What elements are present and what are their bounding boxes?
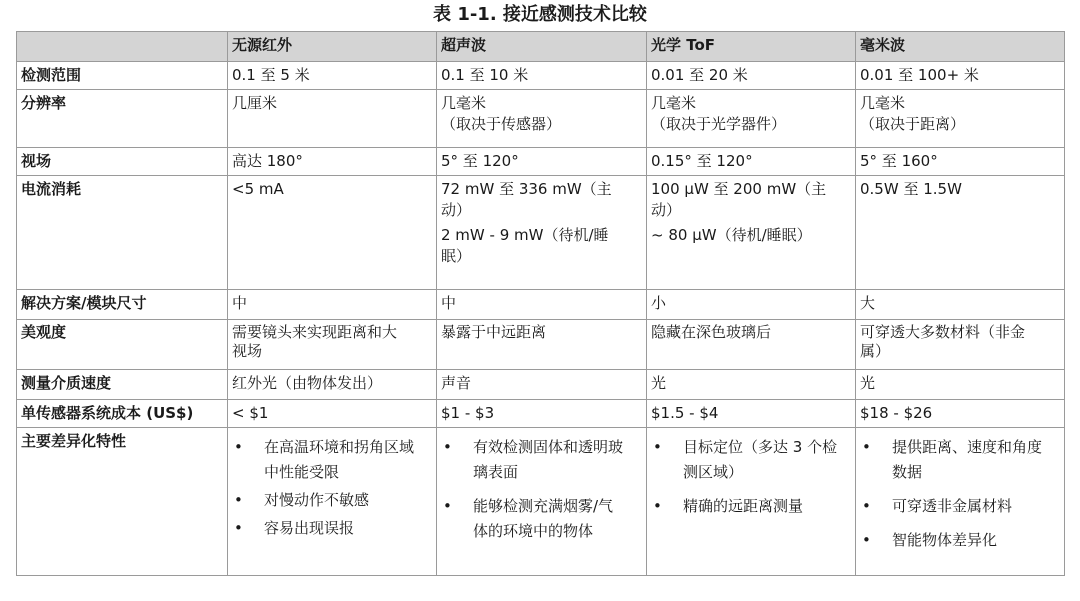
cell-pir: 中	[228, 290, 437, 320]
cell-pir: <5 mA	[228, 176, 437, 290]
cell-line: 动）	[441, 201, 472, 219]
cell-ultrasonic: 0.1 至 10 米	[437, 62, 647, 90]
cell-pir	[228, 320, 437, 370]
cell-optical-tof	[647, 90, 856, 148]
table-title: 表 1-1. 接近感测技术比较	[433, 4, 647, 25]
cell-line: 璃表面	[473, 463, 519, 481]
cell-pir: 高达 180°	[228, 148, 437, 176]
bullet-list	[232, 435, 432, 541]
cell-line: 数据	[892, 463, 923, 481]
list-item	[441, 494, 642, 544]
cell-line: • 容易出现误报	[264, 519, 355, 537]
cell-line: 视场	[232, 342, 263, 360]
cell-mmwave	[856, 428, 1065, 576]
list-item	[651, 494, 851, 519]
cell-ultrasonic	[437, 90, 647, 148]
cell-optical-tof: 0.15° 至 120°	[647, 148, 856, 176]
cell-mmwave: 光	[856, 370, 1065, 400]
cell-line: 体的环境中的物体	[473, 522, 594, 540]
header-pir: 无源红外	[228, 32, 437, 62]
cell-line: • 精确的远距离测量	[683, 497, 804, 515]
cell-optical-tof: $1.5 - $4	[647, 400, 856, 428]
cell-optical-tof	[647, 176, 856, 290]
header-optical-tof: 光学 ToF	[647, 32, 856, 62]
header-mmwave: 毫米波	[856, 32, 1065, 62]
row-aesthetics	[17, 320, 1065, 370]
cell-line: • 能够检测充满烟雾/气	[473, 497, 614, 515]
cell-line: • 在高温环境和拐角区域	[264, 438, 415, 456]
cell-optical-tof	[647, 428, 856, 576]
cell-optical-tof: 小	[647, 290, 856, 320]
row-solution-module-size	[17, 290, 1065, 320]
cell-pir: 几厘米	[228, 90, 437, 148]
row-label: 测量介质速度	[17, 370, 228, 400]
cell-mmwave: $18 - $26	[856, 400, 1065, 428]
row-resolution	[17, 90, 1065, 148]
row-key-differentiators	[17, 428, 1065, 576]
list-item	[441, 435, 642, 485]
cell-line: 可穿透大多数材料（非金	[860, 323, 1026, 341]
row-label: 电流消耗	[17, 176, 228, 290]
header-ultrasonic: 超声波	[437, 32, 647, 62]
bullet-list	[651, 435, 851, 519]
cell-ultrasonic: 5° 至 120°	[437, 148, 647, 176]
cell-line: （取决于传感器）	[441, 115, 562, 133]
row-current-consumption	[17, 176, 1065, 290]
cell-line: • 智能物体差异化	[892, 531, 998, 549]
cell-line: • 有效检测固体和透明玻	[473, 438, 624, 456]
row-label: 单传感器系统成本 (US$)	[17, 400, 228, 428]
row-label: 美观度	[17, 320, 228, 370]
cell-ultrasonic	[437, 176, 647, 290]
cell-line: （取决于光学器件）	[651, 115, 787, 133]
cell-pir: 0.1 至 5 米	[228, 62, 437, 90]
header-corner	[17, 32, 228, 62]
cell-line: 2 mW - 9 mW（待机/睡	[441, 226, 609, 244]
cell-line: 100 μW 至 200 mW（主	[651, 180, 827, 198]
cell-line: 72 mW 至 336 mW（主	[441, 180, 612, 198]
cell-pir: 红外光（由物体发出）	[228, 370, 437, 400]
row-detection-range	[17, 62, 1065, 90]
cell-line: 中性能受限	[264, 463, 340, 481]
cell-ultrasonic	[437, 428, 647, 576]
header-row	[17, 32, 1065, 62]
cell-line: 几毫米	[651, 94, 697, 112]
row-field-of-view	[17, 148, 1065, 176]
row-label: 解决方案/模块尺寸	[17, 290, 228, 320]
cell-optical-tof: 0.01 至 20 米	[647, 62, 856, 90]
list-item	[860, 494, 1060, 519]
cell-line: 几毫米	[441, 94, 487, 112]
cell-optical-tof: 光	[647, 370, 856, 400]
cell-ultrasonic: 声音	[437, 370, 647, 400]
cell-line: • 提供距离、速度和角度	[892, 438, 1043, 456]
cell-line: 动）	[651, 201, 682, 219]
list-item	[860, 528, 1060, 553]
row-system-cost	[17, 400, 1065, 428]
row-label: 检测范围	[17, 62, 228, 90]
cell-mmwave: 0.5W 至 1.5W	[856, 176, 1065, 290]
cell-mmwave	[856, 320, 1065, 370]
cell-line: 眠）	[441, 247, 472, 265]
cell-pir	[228, 428, 437, 576]
cell-ultrasonic: 中	[437, 290, 647, 320]
cell-mmwave: 5° 至 160°	[856, 148, 1065, 176]
cell-line: 需要镜头来实现距离和大	[232, 323, 398, 341]
list-item	[860, 435, 1060, 485]
cell-line: 测区域）	[683, 463, 744, 481]
cell-mmwave: 0.01 至 100+ 米	[856, 62, 1065, 90]
proximity-sensing-comparison-table	[16, 31, 1065, 576]
cell-pir: < $1	[228, 400, 437, 428]
list-item	[232, 488, 432, 513]
cell-line: ~ 80 μW（待机/睡眠）	[651, 226, 812, 244]
cell-optical-tof: 隐藏在深色玻璃后	[647, 320, 856, 370]
row-label: 分辨率	[17, 90, 228, 148]
cell-mmwave	[856, 90, 1065, 148]
list-item	[232, 435, 432, 485]
list-item	[651, 435, 851, 485]
cell-mmwave: 大	[856, 290, 1065, 320]
row-medium-speed	[17, 370, 1065, 400]
cell-line: • 可穿透非金属材料	[892, 497, 1013, 515]
bullet-list	[860, 435, 1060, 553]
cell-ultrasonic: 暴露于中远距离	[437, 320, 647, 370]
cell-line: （取决于距离）	[860, 115, 966, 133]
cell-line: • 目标定位（多达 3 个检	[683, 438, 838, 456]
row-label: 视场	[17, 148, 228, 176]
list-item	[232, 516, 432, 541]
cell-line: 几毫米	[860, 94, 906, 112]
cell-ultrasonic: $1 - $3	[437, 400, 647, 428]
bullet-list	[441, 435, 642, 544]
row-label: 主要差异化特性	[17, 428, 228, 576]
cell-line: • 对慢动作不敏感	[264, 491, 370, 509]
cell-line: 属）	[860, 342, 891, 360]
